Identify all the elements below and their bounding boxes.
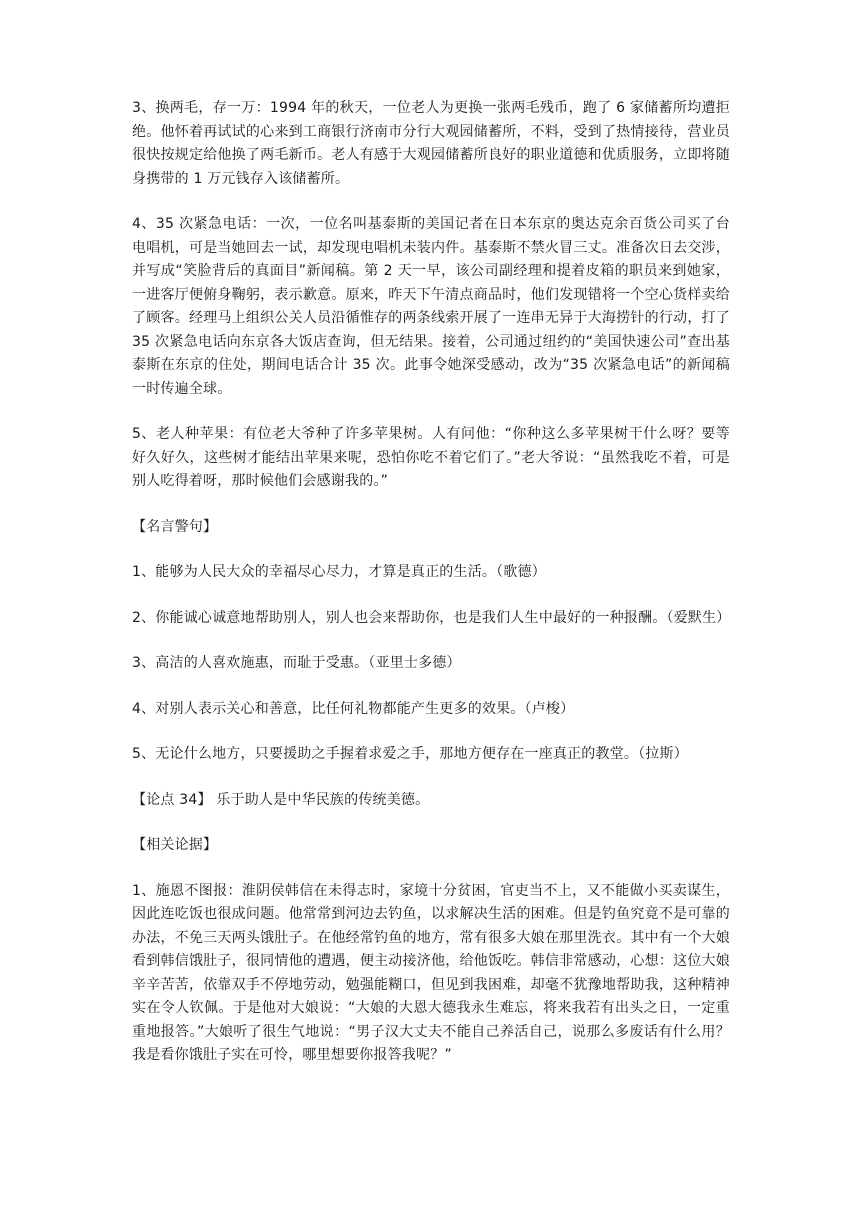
quote-emerson: 2、你能诚心诚意地帮助別人，别人也会来帮助你，也是我们人生中最好的一种报酬。（爱默生）	[132, 609, 731, 626]
story-old-man-plants-apples: 5、老人种苹果：有位老大爷种了许多苹果树。人有问他：“你种这么多苹果树干什么呀？要等好久好久，这些树才能结出苹果来呢，恐怕你吃不着它们了。”老大爷说：“虽然我吃不着，可是别人吃得着呀，那时候他们会感谢我的。”	[132, 426, 730, 489]
section-heading-evidence: 【相关论据】	[132, 837, 218, 853]
quote-goethe: 1、能够为人民大众的幸福尽心尽力，才算是真正的生活。（歌德）	[132, 564, 546, 580]
story-35-urgent-calls: 4、35 次紧急电话：一次，一位名叫基泰斯的美国记者在日本东京的奥达克余百货公司买了台电唱机，可是当她回去一试，却发现电唱机未装内件。基泰斯不禁火冒三丈。准备次日去交涉，并写成“笑脸背后的真面目”新闻稿。第 2 天一早，该公司副经理和提着皮箱的职员来到她家，一进客厅便俯身鞠躬，表示歉意。原来，昨天下午清点商品时，他们发现错将一个空心货样卖给了顾客。经理马上组织公关人员沿循惟存的两条线索开展了一连串无异于大海捞针的行动，打了 35 次紧急电话向东京各大饭店查询，但无结果。接着，公司通过纽约的“美国快速公司”查出基泰斯在东京的住处，期间电话合计 35 次。此事令她深受感动，改为“35 次紧急电话”的新闻稿一时传遍全球。	[132, 216, 730, 397]
section-heading-quotes: 【名言警句】	[132, 518, 218, 535]
quote-rousseau: 4、对别人表示关心和善意，比任何礼物都能产生更多的效果。（卢梭）	[132, 700, 575, 717]
quote-aristotle: 3、高洁的人喜欢施惠，而耻于受惠。（亚里士多德）	[132, 655, 461, 671]
quote-ruskin: 5、无论什么地方，只要援助之手握着求爱之手，那地方便存在一座真正的教堂。（拉斯）	[132, 746, 688, 762]
story-han-xin-no-repay: 1、施恩不图报：淮阴侯韩信在未得志时，家境十分贫困，官吏当不上，又不能做小买卖谋生，因此连吃饭也很成问题。他常常到河边去钓鱼，以求解决生活的困难。但是钓鱼究竟不是可靠的办法，不免三天两头饿肚子。在他经常钓鱼的地方，常有很多大娘在那里洗衣。其中有一个大娘看到韩信饿肚子，很同情他的遭遇，便主动接济他，给他饭吃。韩信非常感动，心想：这位大娘辛辛苦苦，依靠双手不停地劳动，勉强能糊口，但见到我困难，却毫不犹豫地帮助我，这种精神实在令人钦佩。于是他对大娘说：“大娘的大恩大德我永生难忘，将来我若有出头之日，一定重重地报答。”大娘听了很生气地说：“男子汉大丈夫不能自己养活自己，说那么多废话有什么用？我是看你饿肚子实在可怜，哪里想要你报答我呢？”	[132, 882, 730, 1063]
document-page	[132, 97, 730, 1090]
thesis-34-heading: 【论点 34】 乐于助人是中华民族的传统美德。	[132, 791, 430, 808]
story-exchange-two-jiao: 3、换两毛，存一万：1994 年的秋天，一位老人为更换一张两毛残币，跑了 6 家储蓄所均遭拒绝。他怀着再试试的心来到工商银行济南市分行大观园储蓄所，不料，受到了热情接待，营业员很快按规定给他换了两毛新币。老人有感于大观园储蓄所良好的职业道德和优质服务，立即将随身携带的 1 万元钱存入该储蓄所。	[132, 100, 730, 187]
